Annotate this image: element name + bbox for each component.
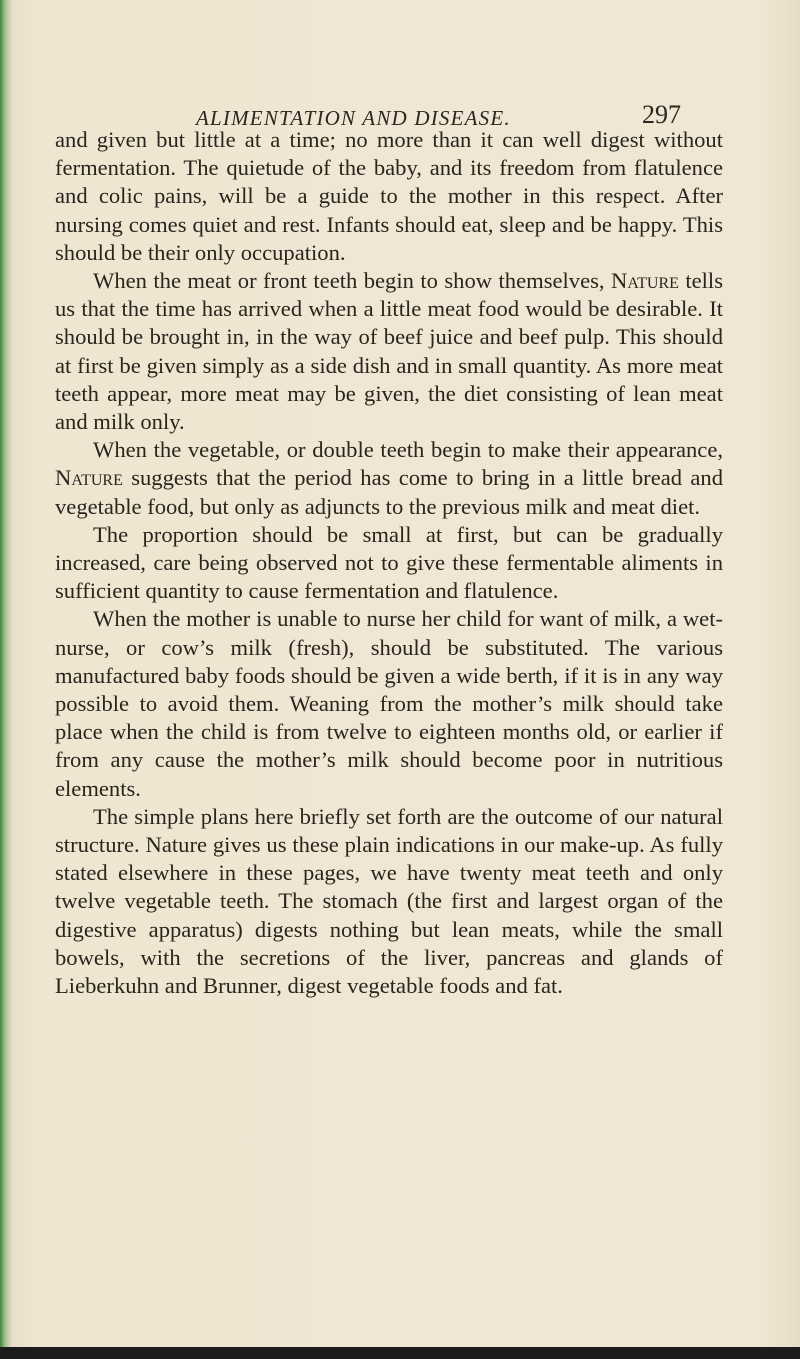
paragraph-3-end: suggests that the period has come to bring in a little bread and vegetable food, but only as adjuncts to the previous milk and meat diet. [55,465,723,519]
paragraph-2-start: When the meat or front teeth begin to show themselves, [93,268,605,294]
page-binding-edge [0,0,12,1359]
paragraph-2 [55,267,723,436]
page-number: 297 [642,100,681,129]
paragraph-3-start: When the vegetable, or double teeth begin to make their appearance, [93,437,723,463]
paragraph-4: The proportion should be small at first, but can be gradually increased, care being observed not to give these fermentable aliments in sufficient quantity to cause fermentation and flatulence. [55,521,723,604]
paragraph-1: and given but little at a time; no more than it can well digest without fermentation. The quietude of the baby, and its freedom from flatulence and colic pains, will be a guide to the mother in this respect. After nursing comes quiet and rest. Infants should eat, sleep and be happy. This should be their only occupation. [55,127,723,265]
page-bottom-edge [0,1347,800,1359]
running-header [0,84,800,130]
running-head-title: ALIMENTATION AND DISEASE. [196,106,511,130]
paragraph-2-end: tells us that the time has arrived when a little meat food would be desirable. It should be brought in, in the way of beef juice and beef pulp. This should at first be given simply as a side dish and in small quantity. As more meat teeth appear, more meat may be given, the diet consisting of lean meat and milk only. [55,268,723,435]
nature-small-caps: Nature [55,465,123,491]
nature-small-caps: Nature [611,268,679,294]
paragraph-6: The simple plans here briefly set forth are the outcome of our natural structure. Nature gives us these plain indications in our make-up. As fully stated elsewhere in these pages, we have twenty meat teeth and only twelve vegetable teeth. The stomach (the first and largest organ of the digestive apparatus) digests nothing but lean meats, while the small bowels, with the secretions of the liver, pancreas and glands of Lieberkuhn and Brunner, digest vegetable foods and fat. [55,803,723,999]
paragraph-5: When the mother is unable to nurse her child for want of milk, a wet-nurse, or cow’s milk (fresh), should be substituted. The various manufactured baby foods should be given a wide berth, if it is in any way possible to avoid them. Weaning from the mother’s milk should take place when the child is from twelve to eighteen months old, or earlier if from any cause the mother’s milk should become poor in nutritious elements. [55,606,723,801]
paragraph-3 [55,436,723,521]
body-text [55,126,723,1000]
